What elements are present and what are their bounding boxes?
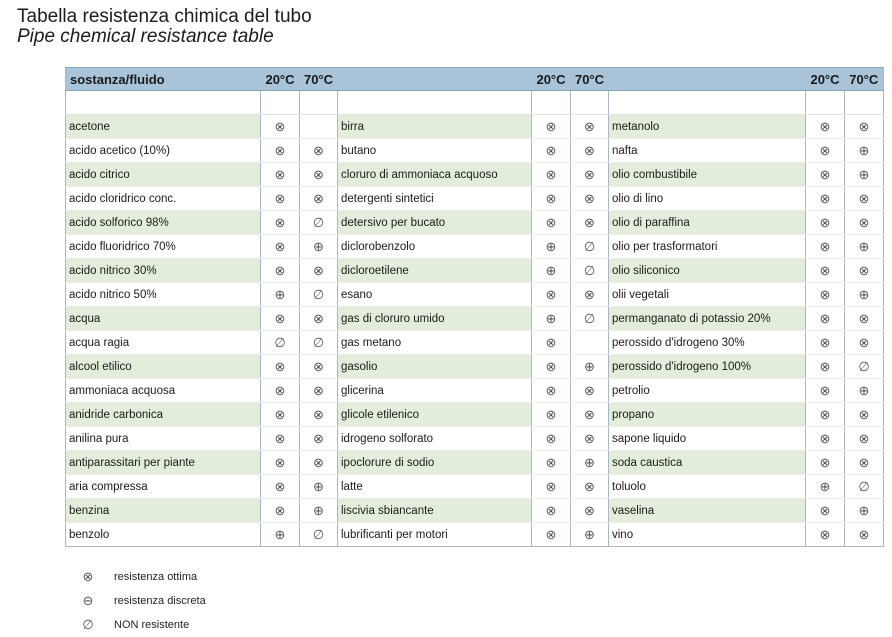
excellent-resistance-icon: ⊗: [845, 259, 884, 283]
excellent-resistance-icon: ⊗: [300, 307, 338, 331]
fair-resistance-icon: ⊕: [571, 451, 609, 475]
excellent-resistance-icon: ⊗: [532, 475, 571, 499]
legend-item: [80, 565, 206, 589]
header-20c: 20°C: [532, 68, 571, 91]
excellent-resistance-icon: ⊗: [806, 355, 845, 379]
excellent-resistance-icon: ⊗: [300, 355, 338, 379]
title-italian: Tabella resistenza chimica del tubo: [17, 6, 312, 27]
fair-resistance-icon: ⊕: [845, 379, 884, 403]
table-row: [66, 523, 884, 547]
table-row: [66, 235, 884, 259]
table-row: [66, 283, 884, 307]
excellent-resistance-icon: ⊗: [261, 163, 300, 187]
excellent-resistance-icon: ⊗: [845, 523, 884, 547]
substance-name: acido fluoridrico 70%: [66, 235, 261, 259]
fair-resistance-icon: ⊕: [845, 235, 884, 259]
header-blank: [609, 68, 806, 91]
substance-name: lubrificanti per motori: [338, 523, 532, 547]
substance-name: acido acetico (10%): [66, 139, 261, 163]
excellent-resistance-icon: ⊗: [261, 115, 300, 139]
substance-name: antiparassitari per piante: [66, 451, 261, 475]
table-row: [66, 331, 884, 355]
excellent-resistance-icon: ⊗: [261, 211, 300, 235]
header-20c: 20°C: [806, 68, 845, 91]
legend-label: resistenza ottima: [114, 571, 198, 583]
substance-name: gas metano: [338, 331, 532, 355]
spacer-cell: [261, 91, 300, 115]
excellent-resistance-icon: ⊗: [845, 307, 884, 331]
excellent-resistance-icon: ⊗: [300, 451, 338, 475]
excellent-resistance-icon: ⊗: [532, 403, 571, 427]
excellent-resistance-icon: ⊗: [806, 403, 845, 427]
spacer-cell: [532, 91, 571, 115]
excellent-resistance-icon: ⊗: [300, 427, 338, 451]
excellent-resistance-icon: ⊗: [571, 283, 609, 307]
header-20c: 20°C: [261, 68, 300, 91]
excellent-resistance-icon: ⊗: [261, 451, 300, 475]
header-70c: 70°C: [571, 68, 609, 91]
excellent-resistance-icon: ⊗: [532, 499, 571, 523]
excellent-resistance-icon: ⊗: [845, 331, 884, 355]
table-row: [66, 163, 884, 187]
excellent-resistance-icon: ⊗: [845, 115, 884, 139]
excellent-resistance-icon: ⊗: [300, 379, 338, 403]
chemical-resistance-table: [65, 67, 884, 547]
excellent-resistance-icon: ⊗: [571, 403, 609, 427]
fair-resistance-icon: ⊕: [571, 355, 609, 379]
substance-name: detergenti sintetici: [338, 187, 532, 211]
substance-name: acido nitrico 50%: [66, 283, 261, 307]
table-body: [66, 91, 884, 547]
not-resistant-icon: ∅: [571, 235, 609, 259]
excellent-resistance-icon: ⊗: [845, 403, 884, 427]
table-row: [66, 115, 884, 139]
empty-cell: [300, 115, 338, 139]
excellent-resistance-icon: ⊗: [532, 379, 571, 403]
fair-resistance-icon: ⊕: [300, 475, 338, 499]
excellent-resistance-icon: ⊗: [571, 475, 609, 499]
header-70c: 70°C: [300, 68, 338, 91]
substance-name: alcool etilico: [66, 355, 261, 379]
excellent-resistance-icon: ⊗: [532, 355, 571, 379]
table-row: [66, 427, 884, 451]
excellent-resistance-icon: ⊗: [532, 115, 571, 139]
substance-name: olio combustibile: [609, 163, 806, 187]
substance-name: perossido d'idrogeno 100%: [609, 355, 806, 379]
header-substance: sostanza/fluido: [66, 68, 261, 91]
substance-name: ammoniaca acquosa: [66, 379, 261, 403]
substance-name: esano: [338, 283, 532, 307]
excellent-resistance-icon: ⊗: [806, 451, 845, 475]
fair-resistance-icon: ⊖: [82, 593, 94, 608]
table-row: [66, 403, 884, 427]
not-resistant-icon: ∅: [300, 283, 338, 307]
legend-label: resistenza discreta: [114, 595, 206, 607]
not-resistant-icon: ∅: [300, 523, 338, 547]
substance-name: toluolo: [609, 475, 806, 499]
substance-name: vino: [609, 523, 806, 547]
substance-name: aria compressa: [66, 475, 261, 499]
table-row: [66, 355, 884, 379]
excellent-resistance-icon: ⊗: [82, 569, 94, 584]
excellent-resistance-icon: ⊗: [571, 427, 609, 451]
excellent-resistance-icon: ⊗: [261, 235, 300, 259]
spacer-cell: [845, 91, 884, 115]
excellent-resistance-icon: ⊗: [532, 523, 571, 547]
empty-cell: [571, 331, 609, 355]
fair-resistance-icon: ⊕: [261, 283, 300, 307]
substance-name: olii vegetali: [609, 283, 806, 307]
substance-name: propano: [609, 403, 806, 427]
legend-item: [80, 589, 206, 613]
excellent-resistance-icon: ⊗: [532, 331, 571, 355]
excellent-resistance-icon: ⊗: [845, 187, 884, 211]
substance-name: petrolio: [609, 379, 806, 403]
not-resistant-icon: ∅: [571, 259, 609, 283]
excellent-resistance-icon: ⊗: [806, 235, 845, 259]
excellent-resistance-icon: ⊗: [571, 163, 609, 187]
excellent-resistance-icon: ⊗: [261, 139, 300, 163]
fair-resistance-icon: ⊕: [845, 499, 884, 523]
excellent-resistance-icon: ⊗: [806, 187, 845, 211]
spacer-cell: [300, 91, 338, 115]
excellent-resistance-icon: ⊗: [571, 115, 609, 139]
substance-name: metanolo: [609, 115, 806, 139]
substance-name: acido cloridrico conc.: [66, 187, 261, 211]
substance-name: vaselina: [609, 499, 806, 523]
excellent-resistance-icon: ⊗: [806, 307, 845, 331]
excellent-resistance-icon: ⊗: [261, 379, 300, 403]
excellent-resistance-icon: ⊗: [532, 187, 571, 211]
excellent-resistance-icon: ⊗: [845, 211, 884, 235]
fair-resistance-icon: ⊕: [532, 259, 571, 283]
substance-name: acido solforico 98%: [66, 211, 261, 235]
substance-name: latte: [338, 475, 532, 499]
excellent-resistance-icon: ⊗: [806, 211, 845, 235]
fair-resistance-icon: ⊕: [806, 475, 845, 499]
excellent-resistance-icon: ⊗: [806, 259, 845, 283]
spacer-cell: [571, 91, 609, 115]
fair-resistance-icon: ⊕: [532, 235, 571, 259]
substance-name: cloruro di ammoniaca acquoso: [338, 163, 532, 187]
substance-name: gasolio: [338, 355, 532, 379]
excellent-resistance-icon: ⊗: [806, 163, 845, 187]
substance-name: nafta: [609, 139, 806, 163]
substance-name: benzolo: [66, 523, 261, 547]
not-resistant-icon: ∅: [845, 475, 884, 499]
excellent-resistance-icon: ⊗: [806, 499, 845, 523]
substance-name: olio per trasformatori: [609, 235, 806, 259]
excellent-resistance-icon: ⊗: [806, 331, 845, 355]
excellent-resistance-icon: ⊗: [261, 355, 300, 379]
substance-name: anidride carbonica: [66, 403, 261, 427]
excellent-resistance-icon: ⊗: [806, 379, 845, 403]
not-resistant-icon: ∅: [571, 307, 609, 331]
not-resistant-icon: ∅: [300, 211, 338, 235]
substance-name: idrogeno solforato: [338, 427, 532, 451]
excellent-resistance-icon: ⊗: [571, 139, 609, 163]
table-row: [66, 379, 884, 403]
excellent-resistance-icon: ⊗: [300, 187, 338, 211]
substance-name: acqua ragia: [66, 331, 261, 355]
substance-name: olio di paraffina: [609, 211, 806, 235]
excellent-resistance-icon: ⊗: [806, 523, 845, 547]
substance-name: butano: [338, 139, 532, 163]
excellent-resistance-icon: ⊗: [300, 259, 338, 283]
fair-resistance-icon: ⊕: [300, 235, 338, 259]
not-resistant-icon: ∅: [261, 331, 300, 355]
substance-name: glicole etilenico: [338, 403, 532, 427]
substance-name: olio siliconico: [609, 259, 806, 283]
spacer-cell: [338, 91, 532, 115]
excellent-resistance-icon: ⊗: [261, 403, 300, 427]
excellent-resistance-icon: ⊗: [532, 451, 571, 475]
substance-name: anilina pura: [66, 427, 261, 451]
substance-name: acido citrico: [66, 163, 261, 187]
excellent-resistance-icon: ⊗: [532, 283, 571, 307]
fair-resistance-icon: ⊕: [261, 523, 300, 547]
substance-name: ipoclorure di sodio: [338, 451, 532, 475]
fair-resistance-icon: ⊕: [845, 163, 884, 187]
spacer-cell: [609, 91, 806, 115]
table-row: [66, 475, 884, 499]
spacer-cell: [66, 91, 261, 115]
table-row: [66, 187, 884, 211]
legend-label: NON resistente: [114, 619, 190, 631]
excellent-resistance-icon: ⊗: [806, 139, 845, 163]
spacer-row: [66, 91, 884, 115]
fair-resistance-icon: ⊕: [300, 499, 338, 523]
substance-name: liscivia sbiancante: [338, 499, 532, 523]
substance-name: permanganato di potassio 20%: [609, 307, 806, 331]
fair-resistance-icon: ⊕: [845, 283, 884, 307]
substance-name: gas di cloruro umido: [338, 307, 532, 331]
substance-name: birra: [338, 115, 532, 139]
excellent-resistance-icon: ⊗: [806, 427, 845, 451]
substance-name: acqua: [66, 307, 261, 331]
excellent-resistance-icon: ⊗: [261, 259, 300, 283]
legend-item: [80, 613, 206, 637]
page-title: [17, 7, 312, 47]
spacer-cell: [806, 91, 845, 115]
legend: [80, 565, 206, 637]
excellent-resistance-icon: ⊗: [845, 427, 884, 451]
not-resistant-icon: ∅: [82, 617, 94, 632]
table-row: [66, 499, 884, 523]
substance-name: benzina: [66, 499, 261, 523]
excellent-resistance-icon: ⊗: [571, 187, 609, 211]
not-resistant-icon: ∅: [300, 331, 338, 355]
fair-resistance-icon: ⊕: [571, 523, 609, 547]
substance-name: dicloroetilene: [338, 259, 532, 283]
substance-name: perossido d'idrogeno 30%: [609, 331, 806, 355]
fair-resistance-icon: ⊕: [532, 307, 571, 331]
table-row: [66, 451, 884, 475]
substance-name: glicerina: [338, 379, 532, 403]
excellent-resistance-icon: ⊗: [261, 475, 300, 499]
excellent-resistance-icon: ⊗: [261, 427, 300, 451]
title-english: Pipe chemical resistance table: [17, 26, 274, 47]
excellent-resistance-icon: ⊗: [845, 451, 884, 475]
table-row: [66, 259, 884, 283]
substance-name: olio di lino: [609, 187, 806, 211]
not-resistant-icon: ∅: [845, 355, 884, 379]
excellent-resistance-icon: ⊗: [532, 163, 571, 187]
excellent-resistance-icon: ⊗: [532, 427, 571, 451]
table-header-row: [66, 68, 884, 91]
substance-name: sapone liquido: [609, 427, 806, 451]
excellent-resistance-icon: ⊗: [261, 307, 300, 331]
excellent-resistance-icon: ⊗: [532, 139, 571, 163]
table-row: [66, 211, 884, 235]
substance-name: soda caustica: [609, 451, 806, 475]
excellent-resistance-icon: ⊗: [261, 499, 300, 523]
excellent-resistance-icon: ⊗: [300, 139, 338, 163]
excellent-resistance-icon: ⊗: [806, 115, 845, 139]
excellent-resistance-icon: ⊗: [300, 163, 338, 187]
header-70c: 70°C: [845, 68, 884, 91]
header-blank: [338, 68, 532, 91]
excellent-resistance-icon: ⊗: [571, 379, 609, 403]
excellent-resistance-icon: ⊗: [532, 211, 571, 235]
substance-name: acido nitrico 30%: [66, 259, 261, 283]
excellent-resistance-icon: ⊗: [571, 211, 609, 235]
table-row: [66, 139, 884, 163]
fair-resistance-icon: ⊕: [845, 139, 884, 163]
substance-name: acetone: [66, 115, 261, 139]
substance-name: detersivo per bucato: [338, 211, 532, 235]
excellent-resistance-icon: ⊗: [571, 499, 609, 523]
excellent-resistance-icon: ⊗: [261, 187, 300, 211]
substance-name: diclorobenzolo: [338, 235, 532, 259]
excellent-resistance-icon: ⊗: [300, 403, 338, 427]
table-row: [66, 307, 884, 331]
excellent-resistance-icon: ⊗: [806, 283, 845, 307]
